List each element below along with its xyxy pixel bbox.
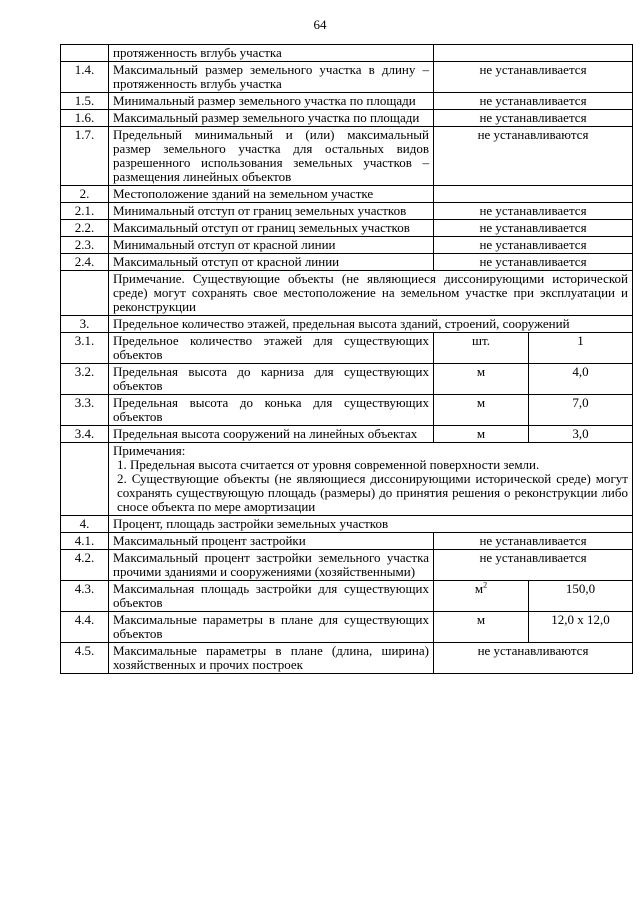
row-number: 4.2. (61, 550, 109, 581)
row-number: 1.6. (61, 110, 109, 127)
empty-cell (61, 271, 109, 316)
row-text: Минимальный отступ от границ земельных участков (109, 203, 434, 220)
table-row (61, 612, 633, 643)
table-row (61, 395, 633, 426)
note-row (61, 271, 633, 316)
row-value: 1 (529, 333, 633, 364)
row-text: протяженность вглубь участка (109, 45, 434, 62)
table-row (61, 45, 633, 62)
table-row (61, 550, 633, 581)
row-number: 2. (61, 186, 109, 203)
row-number (61, 45, 109, 62)
table-row (61, 426, 633, 443)
row-text: Максимальный размер земельного участка в длину – протяженность вглубь участка (109, 62, 434, 93)
row-value: не устанавливается (434, 533, 633, 550)
row-value: 7,0 (529, 395, 633, 426)
table-row (61, 93, 633, 110)
row-value: не устанавливаются (434, 643, 633, 674)
row-text: Минимальный отступ от красной линии (109, 237, 434, 254)
row-text: Максимальный отступ от красной линии (109, 254, 434, 271)
row-value (434, 186, 633, 203)
row-value: не устанавливается (434, 237, 633, 254)
empty-cell (61, 443, 109, 516)
row-number: 4.3. (61, 581, 109, 612)
table-row (61, 364, 633, 395)
row-number: 4.4. (61, 612, 109, 643)
row-number: 4. (61, 516, 109, 533)
row-number: 3.1. (61, 333, 109, 364)
row-unit (434, 581, 529, 612)
section-title: Предельное количество этажей, предельная высота зданий, строений, сооружений (109, 316, 633, 333)
notes-block (109, 443, 633, 516)
row-number: 1.5. (61, 93, 109, 110)
table-row (61, 62, 633, 93)
row-number: 2.3. (61, 237, 109, 254)
table-row (61, 127, 633, 186)
table-row (61, 237, 633, 254)
row-value: не устанавливаются (434, 127, 633, 186)
row-text: Максимальные параметры в плане для существующих объектов (109, 612, 434, 643)
row-unit: м (434, 612, 529, 643)
row-value: не устанавливается (434, 203, 633, 220)
row-text: Максимальный процент застройки земельного участка прочими зданиями и сооружениями (хозяйственными) (109, 550, 434, 581)
row-text: Максимальная площадь застройки для существующих объектов (109, 581, 434, 612)
row-text: Предельная высота до конька для существующих объектов (109, 395, 434, 426)
unit-text: м (474, 581, 484, 596)
regulations-table (60, 44, 633, 674)
table-row (61, 581, 633, 612)
unit-superscript: 2 (483, 580, 488, 590)
row-number: 3.2. (61, 364, 109, 395)
row-value: не устанавливается (434, 110, 633, 127)
row-number: 3.3. (61, 395, 109, 426)
row-number: 3. (61, 316, 109, 333)
row-text: Максимальный размер земельного участка по площади (109, 110, 434, 127)
row-text: Максимальный процент застройки (109, 533, 434, 550)
row-number: 4.1. (61, 533, 109, 550)
table-row (61, 533, 633, 550)
section-title: Местоположение зданий на земельном участке (109, 186, 434, 203)
row-unit: шт. (434, 333, 529, 364)
row-value: не устанавливается (434, 62, 633, 93)
section-row (61, 516, 633, 533)
row-text: Предельный минимальный и (или) максимальный размер земельного участка для остальных видов разрешенного использования земельных участков – размещения линейных объектов (109, 127, 434, 186)
section-title: Процент, площадь застройки земельных участков (109, 516, 633, 533)
row-value: не устанавливается (434, 93, 633, 110)
row-text: Предельная высота сооружений на линейных объектах (109, 426, 434, 443)
page-number: 64 (313, 17, 327, 32)
row-text: Предельное количество этажей для существующих объектов (109, 333, 434, 364)
row-value: 3,0 (529, 426, 633, 443)
row-value: 150,0 (529, 581, 633, 612)
row-text: Предельная высота до карниза для существующих объектов (109, 364, 434, 395)
row-text: Максимальный отступ от границ земельных участков (109, 220, 434, 237)
table-row (61, 254, 633, 271)
row-number: 1.4. (61, 62, 109, 93)
row-number: 3.4. (61, 426, 109, 443)
table-row (61, 220, 633, 237)
row-number: 2.4. (61, 254, 109, 271)
row-value: не устанавливается (434, 550, 633, 581)
table-row (61, 203, 633, 220)
table-row (61, 643, 633, 674)
section-row (61, 316, 633, 333)
row-number: 4.5. (61, 643, 109, 674)
row-text: Максимальные параметры в плане (длина, ширина) хозяйственных и прочих построек (109, 643, 434, 674)
row-unit: м (434, 426, 529, 443)
table-row (61, 110, 633, 127)
row-number: 2.1. (61, 203, 109, 220)
row-text: Минимальный размер земельного участка по площади (109, 93, 434, 110)
row-number: 1.7. (61, 127, 109, 186)
table-row (61, 333, 633, 364)
row-number: 2.2. (61, 220, 109, 237)
row-value: 12,0 х 12,0 (529, 612, 633, 643)
row-unit: м (434, 364, 529, 395)
notes-title: Примечания: (113, 443, 186, 458)
note-text: Примечание. Существующие объекты (не являющиеся диссонирующими исторической среде) могут сохранять свое местоположение на земельном участке при эксплуатации и реконструкции (109, 271, 633, 316)
row-unit: м (434, 395, 529, 426)
note-item: 2. Существующие объекты (не являющиеся диссонирующими исторической среде) могут сохранять существующую площадь (размеры) до принятия решения о реконструкции либо сносе объекта по мере амортизации (117, 471, 628, 514)
row-value: не устанавливается (434, 220, 633, 237)
row-value: 4,0 (529, 364, 633, 395)
note-row (61, 443, 633, 516)
row-value: не устанавливается (434, 254, 633, 271)
section-row (61, 186, 633, 203)
row-value (434, 45, 633, 62)
note-item: 1. Предельная высота считается от уровня современной поверхности земли. (117, 457, 540, 472)
